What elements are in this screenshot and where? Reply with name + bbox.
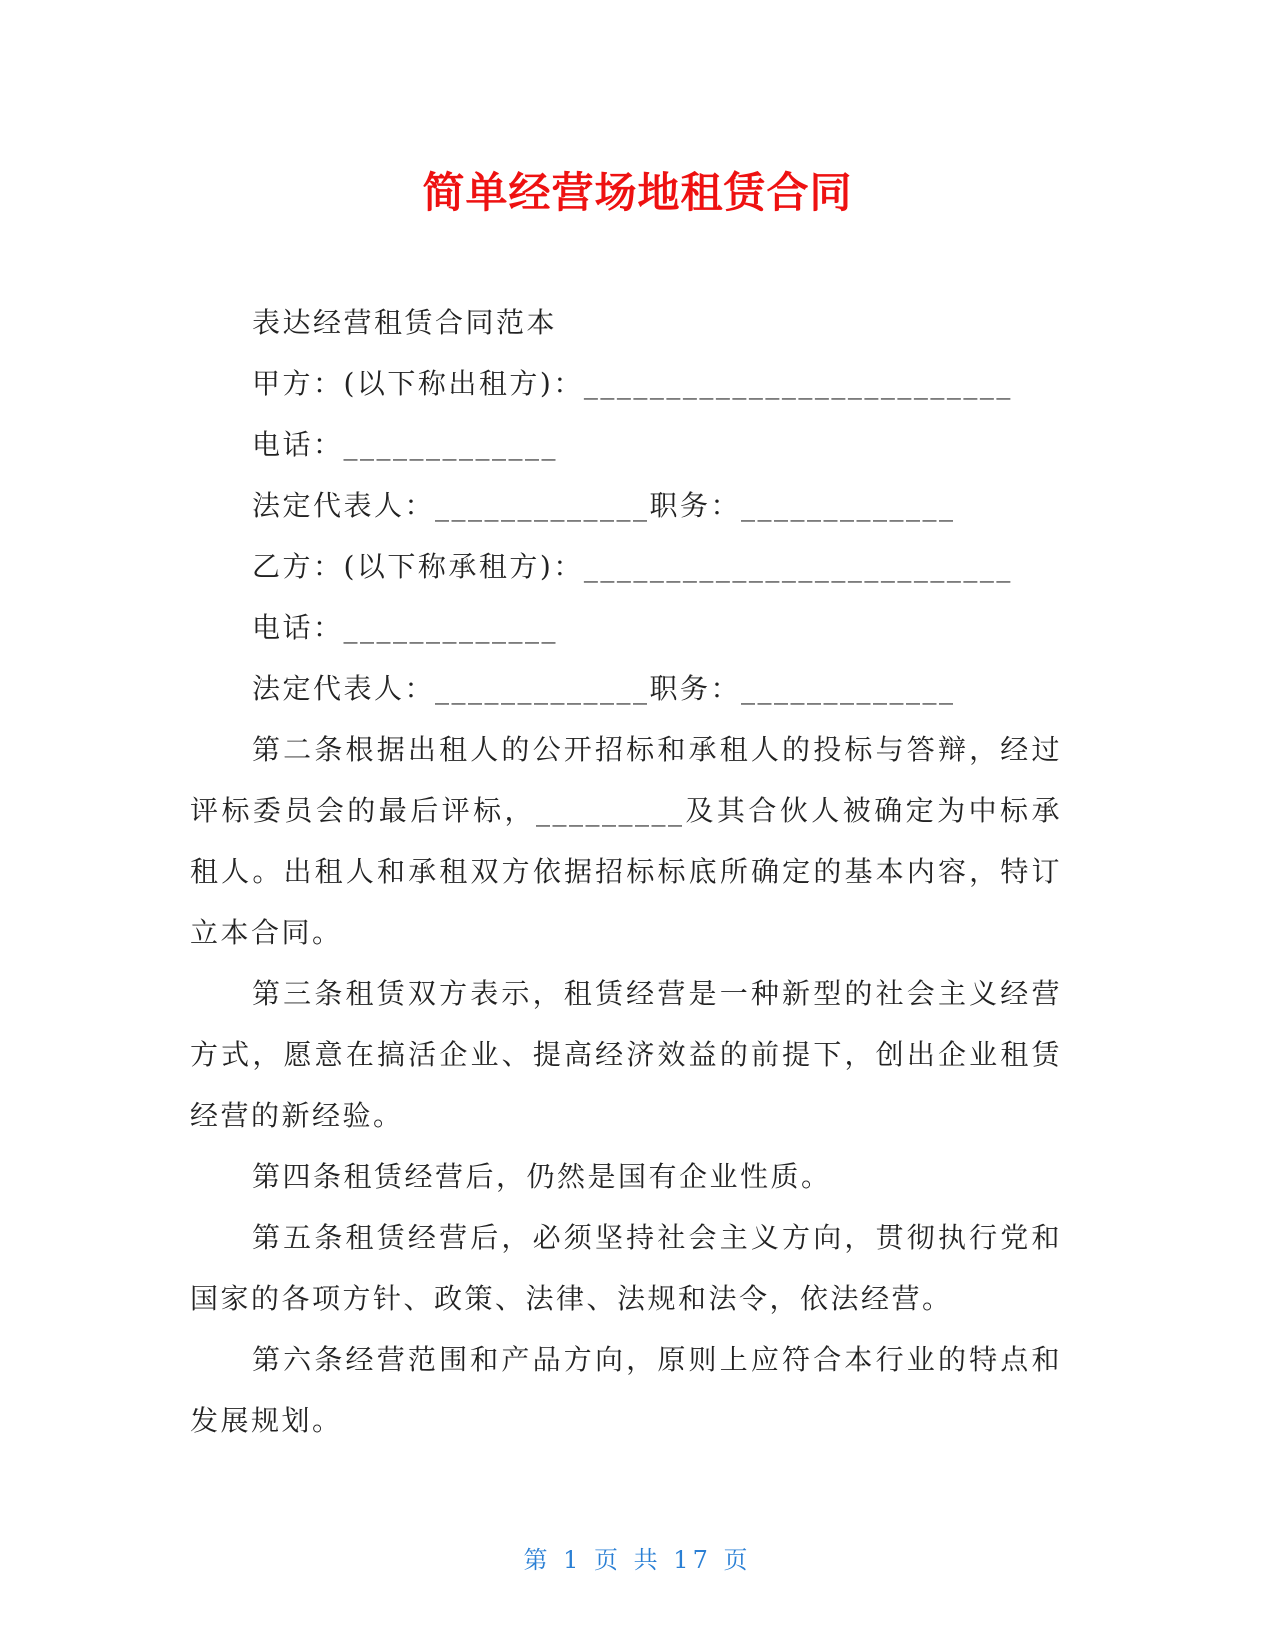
- subtitle-line: 表达经营租赁合同范本: [252, 306, 558, 339]
- page-number-footer: [0, 1540, 1275, 1575]
- page-number-label: 第 1 页 共 17 页: [523, 1546, 752, 1574]
- article-2-paragraph: 第二条根据出租人的公开招标和承租人的投标与答辩，经过评标委员会的最后评标，_________及其合伙人被确定为中标承租人。出租人和承租双方依据招标标底所确定的基本内容，特订立本合同。: [190, 733, 1062, 949]
- party-a-representative-line: 法定代表人：_____________职务：_____________: [252, 489, 956, 522]
- party-b-line: 乙方：(以下称承租方)：__________________________: [252, 550, 1013, 583]
- article-3-paragraph: 第三条租赁双方表示，租赁经营是一种新型的社会主义经营方式，愿意在搞活企业、提高经济效益的前提下，创出企业租赁经营的新经验。: [190, 977, 1062, 1132]
- document-title: 简单经营场地租赁合同: [422, 168, 853, 217]
- article-4-paragraph: 第四条租赁经营后，仍然是国有企业性质。: [252, 1160, 832, 1193]
- article-5-paragraph: 第五条租赁经营后，必须坚持社会主义方向，贯彻执行党和国家的各项方针、政策、法律、法规和法令，依法经营。: [190, 1221, 1062, 1315]
- article-6-paragraph: 第六条经营范围和产品方向，原则上应符合本行业的特点和发展规划。: [190, 1343, 1062, 1437]
- party-a-line: 甲方：(以下称出租方)：__________________________: [252, 367, 1013, 400]
- party-b-phone-line: 电话：_____________: [252, 611, 559, 644]
- document-body: [190, 292, 1062, 1451]
- party-a-phone-line: 电话：_____________: [252, 428, 559, 461]
- party-b-representative-line: 法定代表人：_____________职务：_____________: [252, 672, 956, 705]
